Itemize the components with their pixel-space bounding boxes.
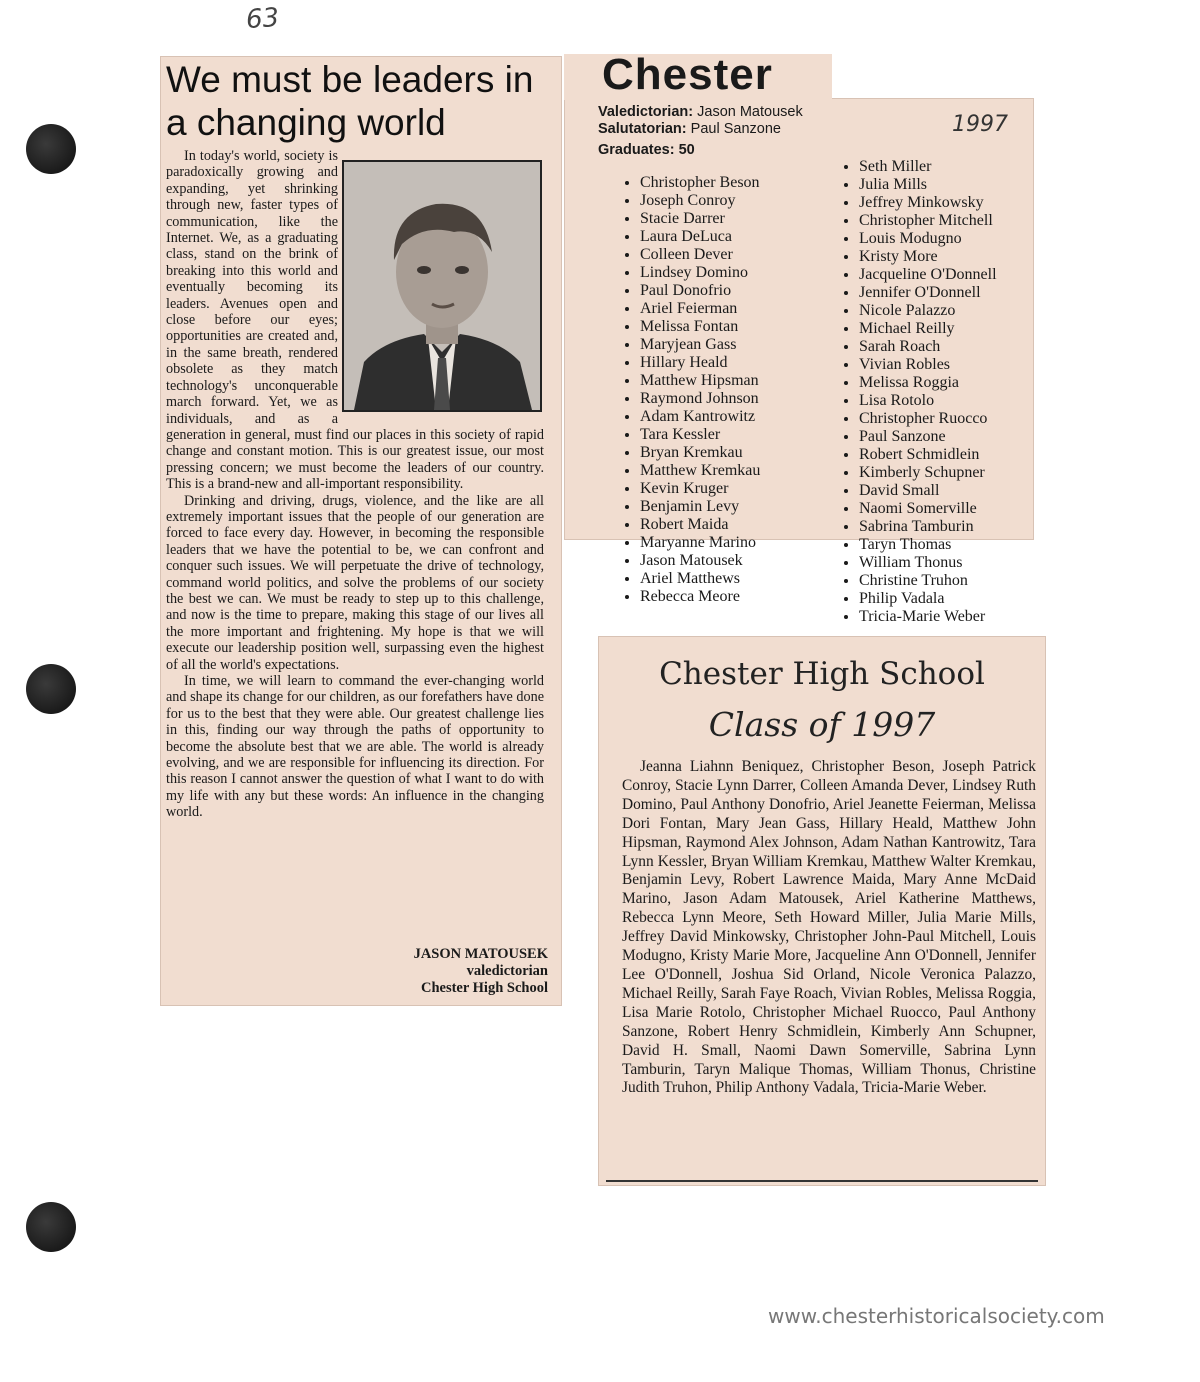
valedictorian-name: Jason Matousek: [697, 104, 803, 120]
roster-masthead: Chester: [602, 50, 773, 99]
classlist-bottom-rule: [606, 1180, 1038, 1182]
classlist-school-title: Chester High School: [659, 656, 985, 692]
graduate-name: • Melissa Fontan: [640, 318, 760, 336]
graduate-name: • Matthew Hipsman: [640, 372, 760, 390]
graduate-name: • Joseph Conroy: [640, 192, 760, 210]
classlist-class-year: Class of 1997: [708, 705, 936, 744]
graduate-name: • Robert Schmidlein: [859, 446, 997, 464]
graduate-name: • Adam Kantrowitz: [640, 408, 760, 426]
graduate-name: • Robert Maida: [640, 516, 760, 534]
graduate-name: • Jacqueline O'Donnell: [859, 266, 997, 284]
graduate-name: • Colleen Dever: [640, 246, 760, 264]
graduate-name: • Vivian Robles: [859, 356, 997, 374]
graduate-name: • David Small: [859, 482, 997, 500]
graduate-name: • Seth Miller: [859, 158, 997, 176]
graduate-name: • Christine Truhon: [859, 572, 997, 590]
graduate-name: • Taryn Thomas: [859, 536, 997, 554]
byline-school: Chester High School: [420, 980, 548, 996]
graduate-name: • Christopher Mitchell: [859, 212, 997, 230]
graduates-count: Graduates: 50: [598, 142, 695, 158]
graduate-name: • Paul Sanzone: [859, 428, 997, 446]
article-paragraph-2: Drinking and driving, drugs, violence, and the like are all extremely important issues that the people of our generation are forced to face every day. However, in becoming the responsible leaders that we have the potential to be, we can confront and conquer such issues. We will perpetuate the drive of technology, command world politics, and solve the problems of our society the best we can. We must be ready to step up to this challenge, and now is the time to prepare, making this stage of our lives all the more important and frightening. My hope is that we will execute our leadership position well, surpassing even the highest of all the world's expectations.: [166, 492, 544, 673]
graduate-name: • Christopher Ruocco: [859, 410, 997, 428]
graduate-name: • Louis Modugno: [859, 230, 997, 248]
punch-hole-bottom: [26, 1202, 76, 1252]
handwritten-year: 1997: [952, 112, 1008, 137]
article-headline: We must be leaders in a changing world: [166, 59, 534, 143]
graduate-name: • Tricia-Marie Weber: [859, 608, 997, 626]
graduate-name: • Julia Mills: [859, 176, 997, 194]
graduate-name: • Matthew Kremkau: [640, 462, 760, 480]
graduate-name: • William Thonus: [859, 554, 997, 572]
graduate-name: • Jennifer O'Donnell: [859, 284, 997, 302]
classlist-names: Jeanna Liahnn Beniquez, Christopher Beson, Joseph Patrick Conroy, Stacie Lynn Darrer, Colleen Amanda Dever, Lindsey Ruth Domino, Paul Anthony Donofrio, Ariel Jeanette Feierman, Melissa Dori Fontan, Mary Jean Gass, Hillary Heald, Matthew John Hipsman, Raymond Alex Johnson, Adam Nathan Kantrowitz, Tara Lynn Kessler, Bryan William Kremkau, Matthew Walter Kremkau, Benjamin Levy, Robert Lawrence Maida, Mary Anne McDaid Marino, Jason Adam Matousek, Ariel Katherine Matthews, Rebecca Lynn Meore, Seth Howard Miller, Julia Marie Mills, Jeffrey David Minkowsky, Christopher John-Paul Mitchell, Louis Modugno, Kristy Marie More, Jacqueline Ann O'Donnell, Jennifer Lee O'Donnell, Joshua Sid Orland, Nicole Veronica Palazzo, Michael Reilly, Sarah Faye Roach, Vivian Robles, Melissa Roggia, Lisa Marie Rotolo, Christopher Michael Ruocco, Paul Anthony Sanzone, Robert Henry Schmidlein, Kimberly Ann Schupner, David H. Small, Naomi Dawn Somerville, Sabrina Lynn Tamburin, Taryn Malique Thomas, William Thonus, Christine Judith Truhon, Philip Anthony Vadala, Tricia-Marie Weber.: [622, 758, 1036, 1097]
roster-column-2: [819, 158, 997, 626]
article-paragraph-3: In time, we will learn to command the ever-changing world and shape its change for our children, as our forefathers have done for us to the best that they were able. Our greatest challenge lies in this, finding our way through the paths of opportunity to become the absolute best that we are able. The world is already evolving, and we are responsible for influencing its direction. For this reason I cannot answer the question of what I want to do with my life with any but these words: An influence in the changing world.: [166, 673, 544, 821]
graduate-name: • Lindsey Domino: [640, 264, 760, 282]
roster-panel: [564, 50, 1034, 625]
salutatorian-name: Paul Sanzone: [690, 121, 781, 137]
salutatorian-line: [598, 121, 803, 138]
graduate-name: • Maryjean Gass: [640, 336, 760, 354]
graduate-name: • Ariel Matthews: [640, 570, 760, 588]
graduate-name: • Melissa Roggia: [859, 374, 997, 392]
graduate-name: • Laura DeLuca: [640, 228, 760, 246]
graduate-name: • Kevin Kruger: [640, 480, 760, 498]
roster-honors: [598, 104, 803, 138]
valedictorian-line: [598, 104, 803, 121]
valedictorian-label: Valedictorian:: [598, 104, 694, 120]
roster-column-1: [600, 174, 760, 606]
graduate-name: • Sabrina Tamburin: [859, 518, 997, 536]
graduate-name: • Paul Donofrio: [640, 282, 760, 300]
article-paragraph-1: In today's world, society is paradoxically growing and expanding, yet shrinking through new, faster types of communication, like the Internet. We, as a graduating class, stand on the brink of breaking into this world and eventually becoming its leaders. Avenues open and close before our eyes; opportunities are created and, in the same breath, rendered obsolete as they match technology's unconquerable march forward. Yet, we as individuals, and as a generation in general, must find our places in this society of rapid change and constant motion. This is our greatest issue, our most pressing concern; we must become the leaders of our country. This is a brand-new and all-important responsibility.: [166, 148, 544, 493]
salutatorian-label: Salutatorian:: [598, 121, 687, 137]
punch-hole-middle: [26, 664, 76, 714]
graduate-name: • Lisa Rotolo: [859, 392, 997, 410]
article-clipping: [160, 56, 562, 1006]
graduate-name: • Philip Vadala: [859, 590, 997, 608]
graduate-name: • Bryan Kremkau: [640, 444, 760, 462]
graduate-name: • Raymond Johnson: [640, 390, 760, 408]
graduate-name: • Jason Matousek: [640, 552, 760, 570]
graduate-name: • Sarah Roach: [859, 338, 997, 356]
page-number: 63: [244, 2, 281, 36]
graduate-name: • Benjamin Levy: [640, 498, 760, 516]
graduate-name: • Maryanne Marino: [640, 534, 760, 552]
article-body: [166, 148, 544, 821]
graduate-name: • Michael Reilly: [859, 320, 997, 338]
graduate-name: • Jeffrey Minkowsky: [859, 194, 997, 212]
graduate-name: • Ariel Feierman: [640, 300, 760, 318]
graduate-name: • Stacie Darrer: [640, 210, 760, 228]
byline-title: valedictorian: [466, 963, 548, 979]
graduate-name: • Naomi Somerville: [859, 500, 997, 518]
graduate-name: • Rebecca Meore: [640, 588, 760, 606]
graduate-name: • Hillary Heald: [640, 354, 760, 372]
graduate-name: • Kimberly Schupner: [859, 464, 997, 482]
byline-name: JASON MATOUSEK: [413, 946, 548, 962]
graduate-name: • Christopher Beson: [640, 174, 760, 192]
footer-url: www.chesterhistoricalsociety.com: [768, 1304, 1105, 1328]
graduate-name: • Kristy More: [859, 248, 997, 266]
punch-hole-top: [26, 124, 76, 174]
graduate-name: • Tara Kessler: [640, 426, 760, 444]
classlist-clipping: [598, 636, 1046, 1186]
article-byline: [414, 946, 548, 997]
graduate-name: • Nicole Palazzo: [859, 302, 997, 320]
